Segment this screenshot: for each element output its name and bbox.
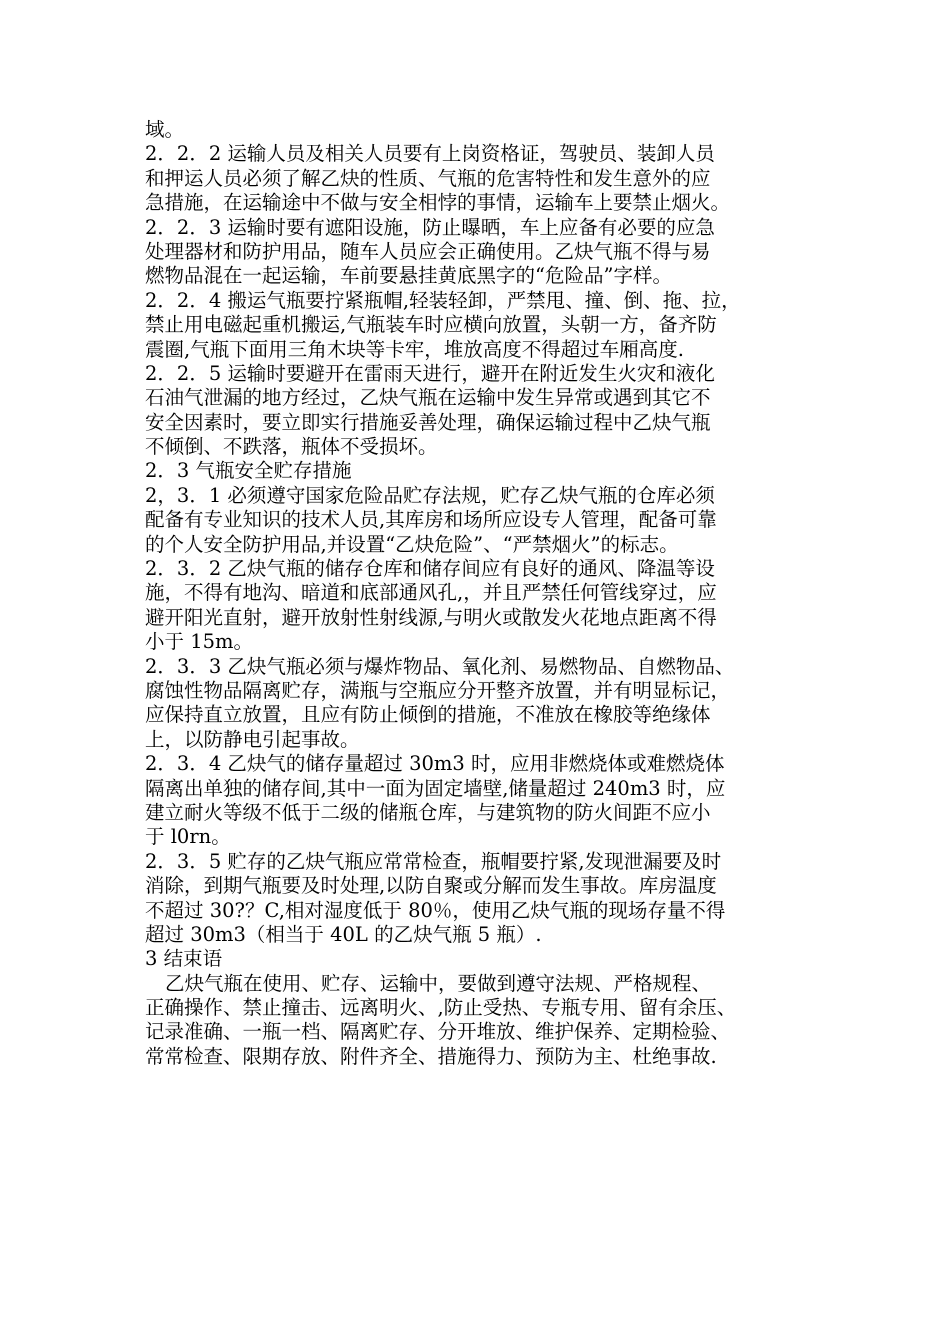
text-line: 2．3 气瓶安全贮存措施 xyxy=(145,459,352,483)
text-line: 不倾倒、不跌落，瓶体不受损坏。 xyxy=(145,435,438,459)
text-line: 的个人安全防护用品,并设置“乙炔危险”、“严禁烟火”的标志。 xyxy=(145,532,679,556)
text-line: 腐蚀性物品隔离贮存，满瓶与空瓶应分开整齐放置，并有明显标记， xyxy=(145,678,731,702)
text-line: 建立耐火等级不低于二级的储瓶仓库，与建筑物的防火间距不应小 xyxy=(145,800,711,824)
text-line: 常常检查、限期存放、附件齐全、措施得力、预防为主、杜绝事故. xyxy=(145,1044,717,1068)
paragraph xyxy=(145,972,825,1070)
text-line: 配备有专业知识的技术人员,其库房和场所应设专人管理，配备可靠 xyxy=(145,508,717,532)
text-line: 2．2．5 运输时要避开在雷雨天进行，避开在附近发生火灾和液化 xyxy=(145,361,715,385)
text-line: 2．3．5 贮存的乙炔气瓶应常常检查，瓶帽要拧紧,发现泄漏要及时 xyxy=(145,849,722,873)
text-line: 和押运人员必须了解乙炔的性质、气瓶的危害特性和发生意外的应 xyxy=(145,166,711,190)
text-line: 于 l0rn。 xyxy=(145,825,231,849)
text-line: 应保持直立放置，且应有防止倾倒的措施，不准放在橡胶等绝缘体 xyxy=(145,703,711,727)
paragraph xyxy=(145,752,825,850)
text-line: 震圈,气瓶下面用三角木块等卡牢，堆放高度不得超过车厢高度. xyxy=(145,337,684,361)
text-line: 不超过 30?？C,相对湿度低于 80％，使用乙炔气瓶的现场存量不得 xyxy=(145,898,726,922)
text-line: 急措施，在运输途中不做与安全相悖的事情，运输车上要禁止烟火。 xyxy=(145,191,731,215)
text-line: 2．2．4 搬运气瓶要拧紧瓶帽,轻装轻卸，严禁甩、撞、倒、拖、拉， xyxy=(145,288,741,312)
paragraph xyxy=(145,289,825,362)
paragraph xyxy=(145,655,825,753)
text-line: 安全因素时，要立即实行措施妥善处理，确保运输过程中乙炔气瓶 xyxy=(145,410,711,434)
text-line: 处理器材和防护用品，随车人员应会正确使用。乙炔气瓶不得与易 xyxy=(145,239,711,263)
text-line: 施，不得有地沟、暗道和底部通风孔,，并且严禁任何管线穿过，应 xyxy=(145,581,717,605)
text-line: 石油气泄漏的地方经过，乙炔气瓶在运输中发生异常或遇到其它不 xyxy=(145,386,711,410)
text-line: 记录准确、一瓶一档、隔离贮存、分开堆放、维护保养、定期检验、 xyxy=(145,1020,731,1044)
section-heading xyxy=(145,947,825,971)
text-line: 小于 15m。 xyxy=(145,630,254,654)
paragraph xyxy=(145,557,825,655)
paragraph xyxy=(145,362,825,460)
text-line: 隔离出单独的储存间,其中一面为固定墙壁,储量超过 240m3 时，应 xyxy=(145,776,726,800)
paragraph xyxy=(145,484,825,557)
text-line: 燃物品混在一起运输，车前要悬挂黄底黑字的“危险品”字样。 xyxy=(145,264,672,288)
paragraph xyxy=(145,216,825,289)
text-line: 2，3．1 必须遵守国家危险品贮存法规，贮存乙炔气瓶的仓库必须 xyxy=(145,483,715,507)
paragraph xyxy=(145,118,825,142)
paragraph xyxy=(145,850,825,948)
text-line: 2．2．2 运输人员及相关人员要有上岗资格证，驾驶员、装卸人员 xyxy=(145,142,715,166)
text-line: 2．3．2 乙炔气瓶的储存仓库和储存间应有良好的通风、降温等设 xyxy=(145,557,715,581)
text-line: 消除，到期气瓶要及时处理,以防自聚或分解而发生事故。库房温度 xyxy=(145,874,717,898)
paragraph xyxy=(145,142,825,215)
document-page xyxy=(145,118,825,1069)
text-line: 上，以防静电引起事故。 xyxy=(145,727,360,751)
text-line: 3 结束语 xyxy=(145,947,223,971)
text-line: 避开阳光直射，避开放射性射线源,与明火或散发火花地点距离不得 xyxy=(145,605,717,629)
section-heading xyxy=(145,459,825,483)
text-line: 禁止用电磁起重机搬运,气瓶装车时应横向放置，头朝一方，备齐防 xyxy=(145,313,717,337)
text-line: 2．2．3 运输时要有遮阳设施，防止曝晒，车上应备有必要的应急 xyxy=(145,215,715,239)
text-line: 乙炔气瓶在使用、贮存、运输中，要做到遵守法规、严格规程、 xyxy=(165,971,712,995)
text-line: 超过 30m3（相当于 40L 的乙炔气瓶 5 瓶）. xyxy=(145,922,542,946)
text-line: 正确操作、禁止撞击、远离明火、,防止受热、专瓶专用、留有余压、 xyxy=(145,996,737,1020)
text-line: 域。 xyxy=(145,118,185,141)
text-line: 2．3．4 乙炔气的储存量超过 30m3 时，应用非燃烧体或难燃烧体 xyxy=(145,752,725,776)
text-line: 2．3．3 乙炔气瓶必须与爆炸物品、氧化剂、易燃物品、自燃物品、 xyxy=(145,654,735,678)
